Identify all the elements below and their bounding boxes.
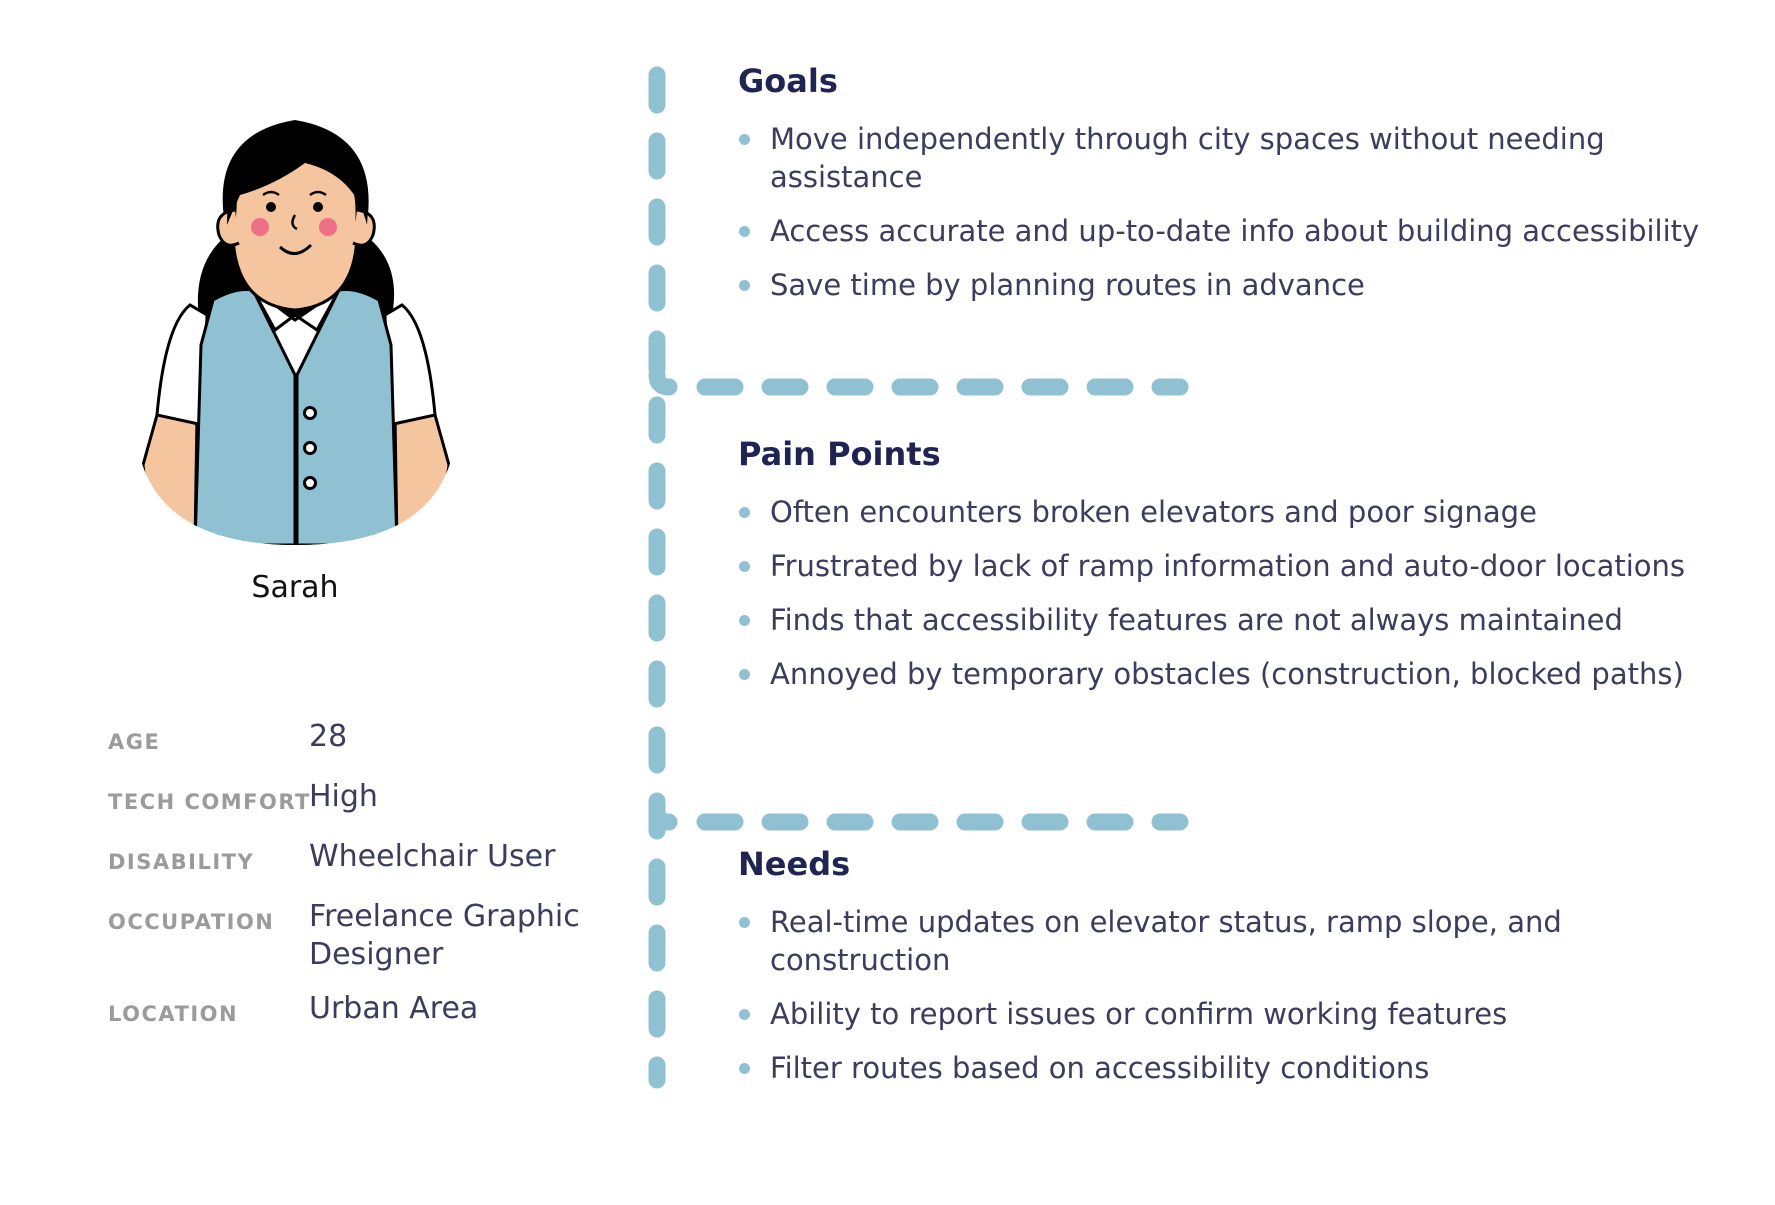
info-label: OCCUPATION [108, 910, 275, 934]
list-item [738, 120, 1748, 196]
persona-name: Sarah [251, 570, 339, 605]
list-item [738, 601, 1748, 639]
divider-corner [657, 375, 669, 387]
list-item-text: Filter routes based on accessibility conditions [770, 1051, 1430, 1085]
bullet-list [738, 493, 1748, 693]
info-value: Wheelchair User [309, 839, 556, 874]
section-needs [738, 845, 1748, 1103]
bullet-dot-icon [739, 226, 750, 237]
bullet-dot-icon [739, 280, 750, 291]
bullet-dot-icon [739, 134, 750, 145]
info-label: TECH COMFORT [108, 790, 311, 814]
list-item [738, 995, 1748, 1033]
list-item [738, 493, 1748, 531]
info-value: Freelance Graphic Designer [309, 899, 580, 972]
list-item [738, 655, 1748, 693]
bullet-dot-icon [739, 917, 750, 928]
bullet-dot-icon [739, 1063, 750, 1074]
bullet-list [738, 120, 1748, 304]
list-item-text: Frustrated by lack of ramp information and auto-door locations [770, 549, 1686, 583]
info-label: LOCATION [108, 1002, 239, 1026]
info-value: Urban Area [309, 991, 479, 1026]
bullet-list [738, 903, 1748, 1087]
bullet-dot-icon [739, 615, 750, 626]
list-item-text: Finds that accessibility features are not always maintained [770, 603, 1623, 637]
list-item-text: Move independently through city spaces without needing assistance [770, 122, 1605, 194]
list-item-text: Save time by planning routes in advance [770, 268, 1365, 302]
list-item [738, 266, 1748, 304]
section-goals [738, 62, 1748, 320]
list-item [738, 903, 1748, 979]
list-item-text: Real-time updates on elevator status, ramp slope, and construction [770, 905, 1562, 977]
list-item [738, 212, 1748, 250]
divider-corner [657, 810, 669, 822]
info-value: High [309, 779, 378, 814]
section-pain-points [738, 435, 1748, 709]
list-item-text: Annoyed by temporary obstacles (construction, blocked paths) [770, 657, 1684, 691]
list-item [738, 547, 1748, 585]
bullet-dot-icon [739, 561, 750, 572]
info-label: DISABILITY [108, 850, 255, 874]
list-item-text: Often encounters broken elevators and poor signage [770, 495, 1537, 529]
list-item-text: Ability to report issues or confirm working features [770, 997, 1508, 1031]
section-title: Goals [738, 62, 838, 100]
list-item [738, 1049, 1748, 1087]
section-title: Needs [738, 845, 851, 883]
bullet-dot-icon [739, 1009, 750, 1020]
bullet-dot-icon [739, 507, 750, 518]
info-label: AGE [108, 730, 161, 754]
bullet-dot-icon [739, 669, 750, 680]
section-title: Pain Points [738, 435, 941, 473]
list-item-text: Access accurate and up-to-date info about building accessibility [770, 214, 1700, 248]
info-value: 28 [309, 719, 348, 754]
